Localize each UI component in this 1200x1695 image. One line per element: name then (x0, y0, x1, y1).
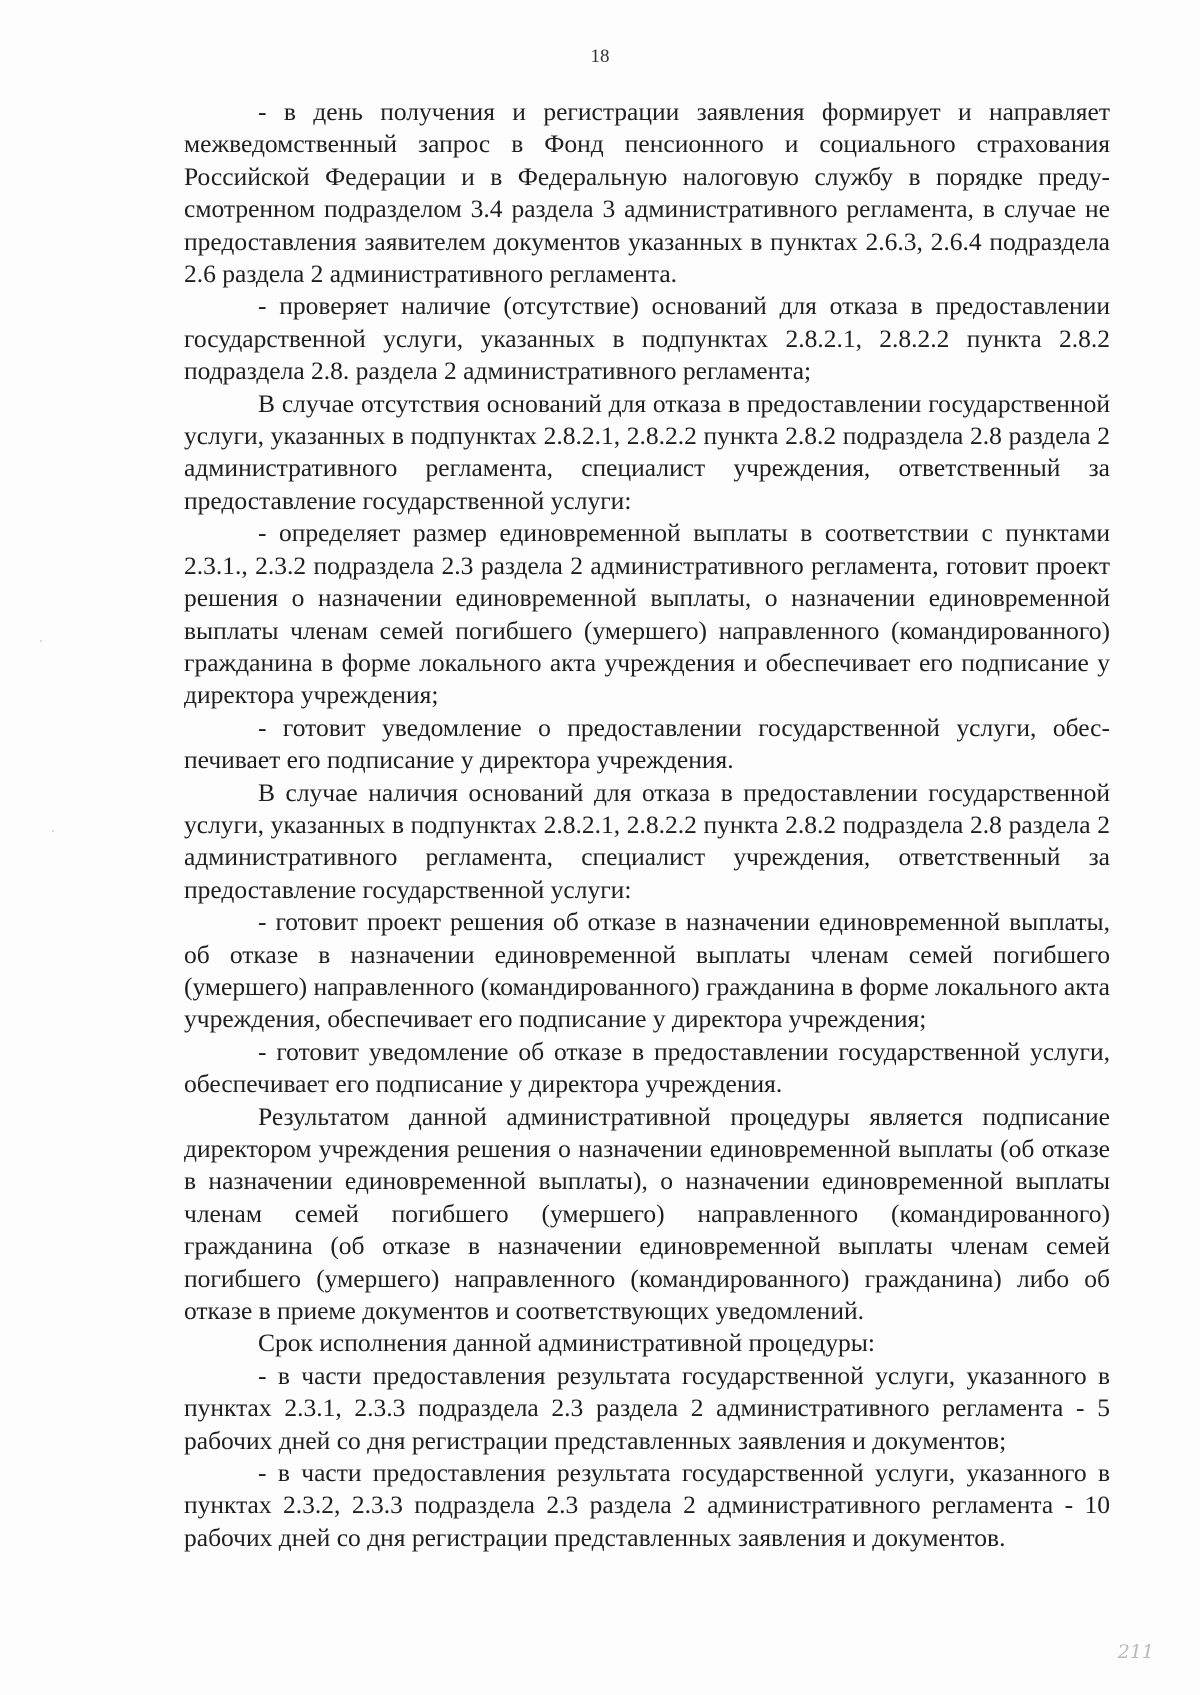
paragraph-determine-payment: - определяет размер единовременной выплаты в соответствии с пунктами 2.3.1., 2.3.2 подраздела 2.3 раздела 2 административного регламента, готовит проект решения о назначении единовременной выплаты, о назначении единовременной выплаты членам семей погибшего (умершего) направленного (командированного) гражданина в форме локального акта учреждения и обеспечивает его подписание у директора учреждения; (184, 518, 1110, 710)
paragraph-deadline-10-days: - в части предоставления результата государственной услуги, указанного в пунктах 2.3.2, 2.3.3 подраздела 2.3 раздела 2 административного регламента - 10 рабочих дней со дня регистрации представленных заявления и документов. (184, 1458, 1110, 1552)
paragraph-no-refusal-grounds: В случае отсутствия оснований для отказа в предоставлении государственной услуги, указанных в подпунктах 2.8.2.1, 2.8.2.2 пункта 2.8.2 подраздела 2.8 раздела 2 административного регламента, специалист учреждения, ответственный за предоставление государственной услуги: (184, 388, 1110, 515)
document-body (184, 96, 1110, 1554)
scan-speck (40, 640, 42, 642)
paragraph-refusal-grounds: В случае наличия оснований для отказа в предоставлении государственной услуги, указанных в подпунктах 2.8.2.1, 2.8.2.2 пункта 2.8.2 подраздела 2.8 раздела 2 административного регламента, специалист учреждения, ответственный за предоставление государственной услуги: (184, 777, 1110, 904)
paragraph-refusal-notice: - готовит уведомление об отказе в предоставлении государственной услуги, обеспечивает его подписание у директора учреждения. (184, 1036, 1110, 1099)
paragraph-procedure-result: Результатом данной административной процедуры является подписание директором учреждения решения о назначении единовременной выплаты (об отказе в назначении единовременной выплаты), о назначении единовременной выплаты членам семей погибшего (умершего) направленного (командированного) гражданина (об отказе в назначении единовременной выплаты членам семей погибшего (умершего) направленного (командированного) гражданина) либо об отказе в приеме документов и соответствующих уведомлений. (184, 1101, 1110, 1326)
paragraph-prepare-notice: - готовит уведомление о предоставлении государственной услуги, обеспечивает его подписание у директора учреждения. (184, 712, 1110, 775)
scan-speck (52, 830, 54, 832)
paragraph-interagency-request: - в день получения и регистрации заявления формирует и направляет межведомственный запрос в Фонд пенсионного и социального страхования Российской Федерации и в Федеральную налоговую службу в порядке предусмотренном подразделом 3.4 раздела 3 административного регламента, в случае не предоставления заявителем документов указанных в пунктах 2.6.3, 2.6.4 подраздела 2.6 раздела 2 административного регламента. (184, 97, 1110, 289)
paragraph-deadline-heading: Срок исполнения данной административной процедуры: (258, 1328, 876, 1358)
paragraph-deadline-5-days: - в части предоставления результата государственной услуги, указанного в пунктах 2.3.1, 2.3.3 подраздела 2.3 раздела 2 административного регламента - 5 рабочих дней со дня регистрации представленных заявления и документов; (184, 1360, 1110, 1455)
paragraph-check-grounds: - проверяет наличие (отсутствие) оснований для отказа в предоставлении государственной услуги, указанных в подпунктах 2.8.2.1, 2.8.2.2 пункта 2.8.2 подраздела 2.8. раздела 2 административного регламента; (184, 291, 1110, 386)
margin-handwritten-mark: 211 (1117, 1641, 1154, 1663)
paragraph-refusal-decision: - готовит проект решения об отказе в назначении единовременной выплаты, об отказе в назначении единовременной выплаты членам семей погибшего (умершего) направленного (командированного) гражданина в форме локального акта учреждения, обеспечивает его подписание у директора учреждения; (184, 907, 1110, 1034)
page-number: 18 (590, 46, 610, 67)
